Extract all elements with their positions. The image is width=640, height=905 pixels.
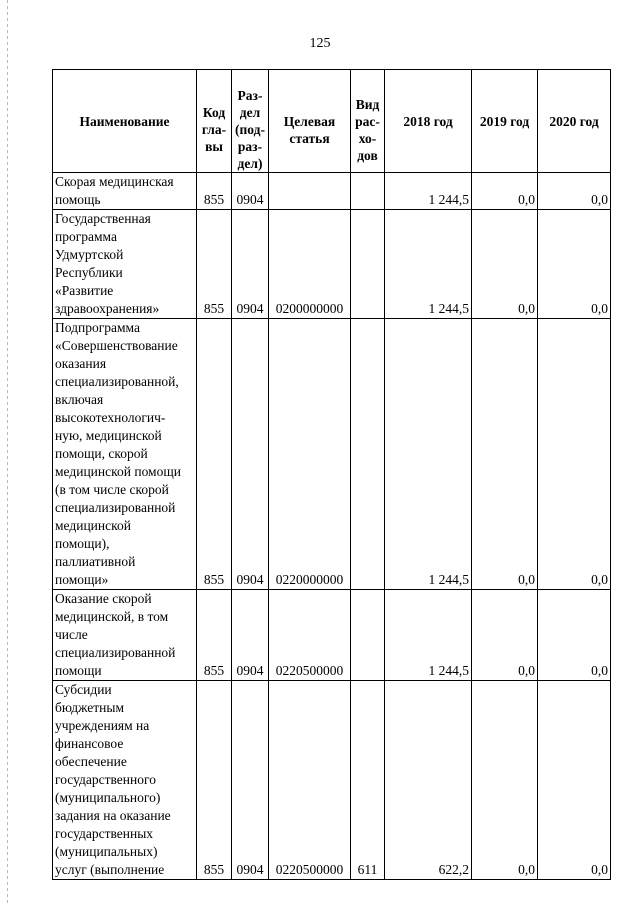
cell-name: [53, 590, 197, 681]
table-header: [53, 70, 611, 173]
cell-code: 855: [197, 173, 232, 210]
table-row: [53, 590, 611, 681]
cell-article: 0200000000: [269, 210, 351, 319]
cell-code: 855: [197, 319, 232, 590]
cell-section: 0904: [232, 590, 269, 681]
budget-table: [52, 69, 611, 880]
header-2019-text: 2019 год: [479, 113, 530, 129]
header-2019: [472, 70, 538, 173]
header-expense-type-text: Вид рас- хо- дов: [355, 96, 380, 163]
cell-name-text: Оказание скорой медицинской, в том числе специализированной помощи: [55, 591, 176, 678]
cell-code: 855: [197, 681, 232, 880]
cell-name-text: Государственная программа Удмуртской Республики «Развитие здравоохранения»: [55, 211, 160, 316]
header-code: [197, 70, 232, 173]
cell-section: 0904: [232, 319, 269, 590]
page-number: 125: [309, 36, 331, 51]
cell-2019: 0,0: [472, 681, 538, 880]
cell-expense-type: 611: [351, 681, 385, 880]
cell-2019: 0,0: [472, 590, 538, 681]
table-row: [53, 681, 611, 880]
header-article: [269, 70, 351, 173]
cell-2019: 0,0: [472, 173, 538, 210]
cell-article: 0220500000: [269, 590, 351, 681]
cell-2019: 0,0: [472, 210, 538, 319]
cell-2018: 1 244,5: [385, 590, 472, 681]
header-expense-type: [351, 70, 385, 173]
header-name-text: Наименование: [79, 113, 170, 129]
cell-2018: 1 244,5: [385, 210, 472, 319]
cell-name-text: Подпрограмма «Совершенствование оказания специализированной, включая высокотехнологич- ную, медицинской помощи, скорой медицинской помощи (в том числе скорой специализированной медицинской помощи), паллиативной помощи»: [55, 320, 181, 587]
cell-2018: 1 244,5: [385, 173, 472, 210]
cell-expense-type: [351, 590, 385, 681]
cell-section: 0904: [232, 173, 269, 210]
cell-name: [53, 173, 197, 210]
cell-article: 0220500000: [269, 681, 351, 880]
cell-name: [53, 210, 197, 319]
cell-name: [53, 319, 197, 590]
header-name: [53, 70, 197, 173]
header-section-text: Раз- дел (под- раз- дел): [235, 88, 265, 171]
header-code-text: Код гла- вы: [201, 105, 227, 154]
cell-name: [53, 681, 197, 880]
cell-name-text: Скорая медицинская помощь: [55, 174, 174, 207]
cell-2018: 622,2: [385, 681, 472, 880]
header-row: [53, 70, 611, 173]
cell-name-text: Субсидии бюджетным учреждениям на финансовое обеспечение государственного (муниципального) задания на оказание государственных (муниципальных) услуг (выполнение: [55, 682, 171, 877]
header-2018-text: 2018 год: [403, 113, 453, 129]
cell-2020: 0,0: [538, 173, 611, 210]
cell-2019: 0,0: [472, 319, 538, 590]
cell-2020: 0,0: [538, 210, 611, 319]
cell-2018: 1 244,5: [385, 319, 472, 590]
table-body: [53, 173, 611, 880]
cell-section: 0904: [232, 681, 269, 880]
cell-section: 0904: [232, 210, 269, 319]
table-row: [53, 319, 611, 590]
header-section: [232, 70, 269, 173]
cell-article: [269, 173, 351, 210]
cell-code: 855: [197, 590, 232, 681]
header-article-text: Целевая статья: [283, 113, 336, 146]
header-2020: [538, 70, 611, 173]
table-row: [53, 173, 611, 210]
cell-expense-type: [351, 210, 385, 319]
cell-2020: 0,0: [538, 590, 611, 681]
cell-expense-type: [351, 173, 385, 210]
left-margin-dots: [7, 0, 8, 905]
cell-code: 855: [197, 210, 232, 319]
cell-2020: 0,0: [538, 319, 611, 590]
cell-article: 0220000000: [269, 319, 351, 590]
cell-2020: 0,0: [538, 681, 611, 880]
cell-expense-type: [351, 319, 385, 590]
header-2018: [385, 70, 472, 173]
header-2020-text: 2020 год: [549, 113, 599, 129]
table-row: [53, 210, 611, 319]
